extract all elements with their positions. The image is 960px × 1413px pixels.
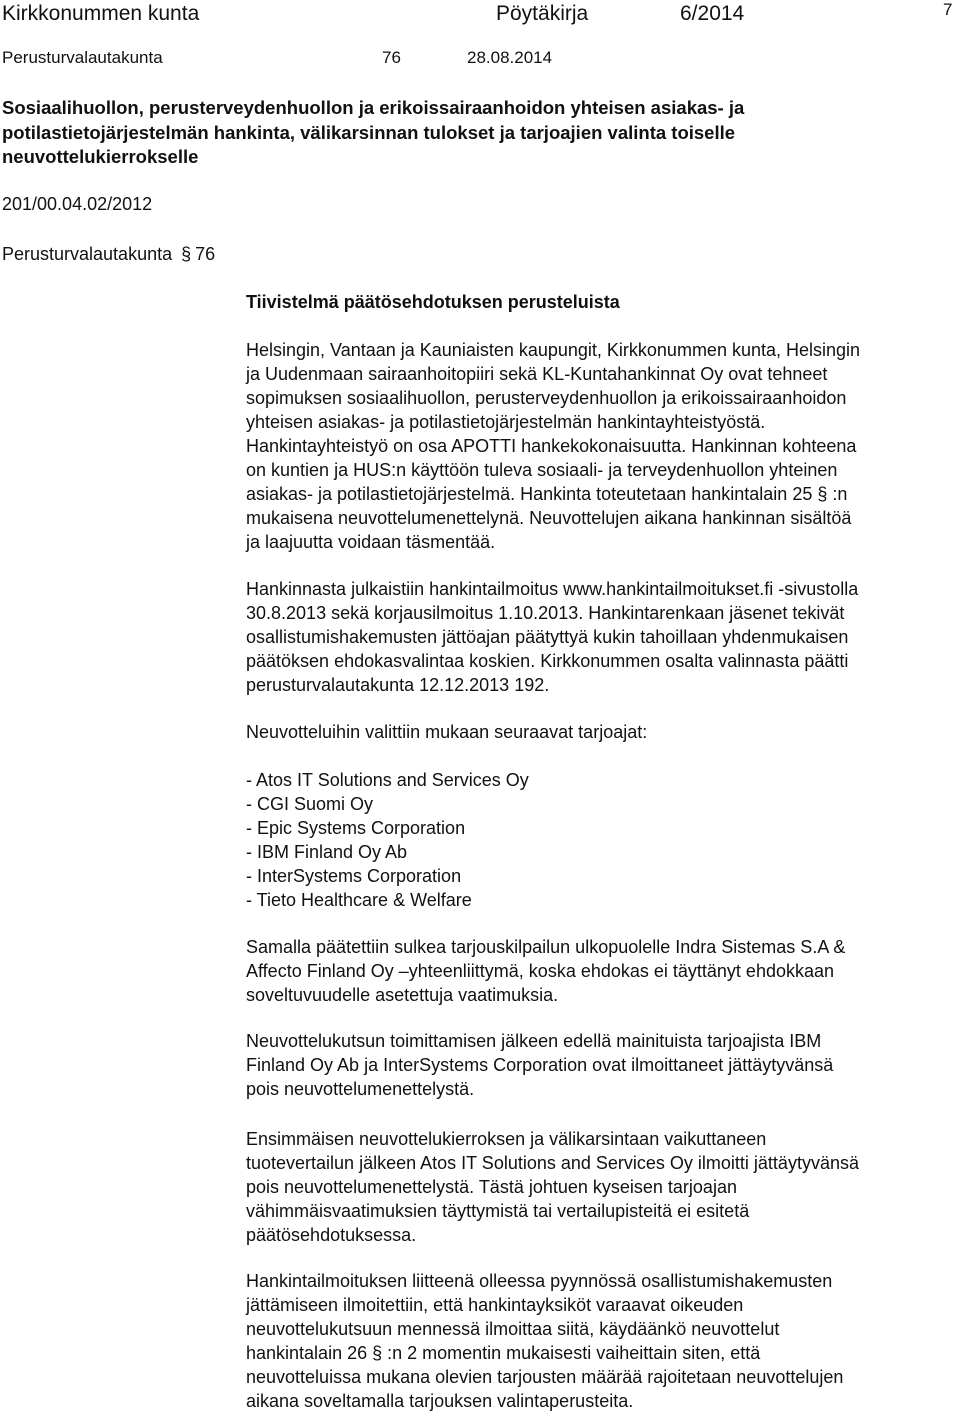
meeting-date: 28.08.2014 bbox=[467, 48, 553, 67]
list-item: - InterSystems Corporation bbox=[246, 866, 462, 886]
text-line: ja laajuutta voidaan täsmentää. bbox=[246, 532, 496, 552]
text-line: ja Uudenmaan sairaanhoitopiiri sekä KL-Kuntahankinnat Oy ovat tehneet bbox=[246, 364, 828, 384]
text-line: asiakas- ja potilastietojärjestelmä. Hankinta toteutetaan hankintalain 25 § :n bbox=[246, 484, 848, 504]
text-line: neuvotteluissa mukana olevien tarjousten määrää rajoitetaan neuvottelujen bbox=[246, 1367, 844, 1387]
section-number: 76 bbox=[382, 48, 401, 67]
text-line: Neuvotteluihin valittiin mukaan seuraavat tarjoajat: bbox=[246, 722, 648, 742]
text-line: Hankinnasta julkaistiin hankintailmoitus www.hankintailmoitukset.fi -sivustolla bbox=[246, 579, 859, 599]
text-line: pois neuvottelumenettelystä. bbox=[246, 1079, 475, 1099]
text-line: Affecto Finland Oy –yhteenliittymä, koska ehdokas ei täyttänyt ehdokkaan bbox=[246, 961, 835, 981]
text-line: tuotevertailun jälkeen Atos IT Solutions and Services Oy ilmoitti jättäytyvänsä bbox=[246, 1153, 859, 1173]
paragraph-first-round bbox=[246, 1127, 958, 1247]
text-line: sopimuksen sosiaalihuollon, perusterveydenhuollon ja erikoissairaanhoidon bbox=[246, 388, 847, 408]
text-line: on kuntien ja HUS:n käyttöön tuleva sosiaali- ja terveydenhuollon yhteinen bbox=[246, 460, 838, 480]
text-line: Ensimmäisen neuvottelukierroksen ja välikarsintaan vaikuttaneen bbox=[246, 1129, 767, 1149]
text-line: Hankintayhteistyö on osa APOTTI hankekokonaisuutta. Hankinnan kohteena bbox=[246, 436, 857, 456]
page-number: 7 bbox=[943, 0, 953, 19]
supplier-list bbox=[246, 768, 958, 912]
board-reference-number: 76 bbox=[195, 244, 216, 264]
list-item: - CGI Suomi Oy bbox=[246, 794, 374, 814]
list-item: - IBM Finland Oy Ab bbox=[246, 842, 408, 862]
text-line: päätösehdotuksessa. bbox=[246, 1225, 417, 1245]
summary-heading: Tiivistelmä päätösehdotuksen perusteluista bbox=[246, 292, 620, 312]
text-line: mukaisena neuvottelumenettelynä. Neuvottelujen aikana hankinnan sisältöä bbox=[246, 508, 852, 528]
reference-number: 201/00.04.02/2012 bbox=[2, 194, 153, 214]
board-reference bbox=[2, 242, 215, 266]
paragraph-exclusion bbox=[246, 935, 958, 1007]
document-title bbox=[2, 96, 952, 170]
text-line: Neuvottelukutsun toimittamisen jälkeen edellä mainituista tarjoajista IBM bbox=[246, 1031, 822, 1051]
text-line: jättämiseen ilmoitettiin, että hankintayksiköt varaavat oikeuden bbox=[246, 1295, 744, 1315]
text-line: neuvottelukutsuun mennessä ilmoittaa siitä, käydäänkö neuvottelut bbox=[246, 1319, 780, 1339]
text-line: Hankintailmoituksen liitteenä olleessa pyynnössä osallistumishakemusten bbox=[246, 1271, 833, 1291]
text-line: soveltuvuudelle asetettuja vaatimuksia. bbox=[246, 985, 559, 1005]
board-name: Perusturvalautakunta bbox=[2, 48, 163, 67]
title-line: neuvottelukierrokselle bbox=[2, 146, 199, 167]
text-line: Helsingin, Vantaan ja Kauniaisten kaupungit, Kirkkonummen kunta, Helsingin bbox=[246, 340, 861, 360]
text-line: pois neuvottelumenettelystä. Tästä johtuen kyseisen tarjoajan bbox=[246, 1177, 737, 1197]
text-line: perusturvalautakunta 12.12.2013 192. bbox=[246, 675, 550, 695]
title-line: potilastietojärjestelmän hankinta, välikarsinnan tulokset ja tarjoajien valinta toiselle bbox=[2, 121, 736, 143]
paragraph-selected-intro bbox=[246, 720, 958, 744]
paragraph-phased-negotiation bbox=[246, 1269, 958, 1413]
municipality-name: Kirkkonummen kunta bbox=[2, 2, 200, 25]
text-line: Samalla päätettiin sulkea tarjouskilpailun ulkopuolelle Indra Sistemas S.A & bbox=[246, 937, 846, 957]
text-line: 30.8.2013 sekä korjausilmoitus 1.10.2013. Hankintarenkaan jäsenet tekivät bbox=[246, 603, 845, 623]
title-line: Sosiaalihuollon, perusterveydenhuollon ja erikoissairaanhoidon yhteisen asiakas- ja bbox=[2, 97, 745, 118]
text-line: Finland Oy Ab ja InterSystems Corporation ovat ilmoittaneet jättäytyvänsä bbox=[246, 1055, 834, 1075]
text-line: yhteisen asiakas- ja potilastietojärjestelmän hankintayhteistyöstä. bbox=[246, 412, 766, 432]
list-item: - Tieto Healthcare & Welfare bbox=[246, 890, 472, 910]
list-item: - Epic Systems Corporation bbox=[246, 818, 466, 838]
text-line: aikana soveltamalla tarjouksen valintaperusteita. bbox=[246, 1391, 634, 1411]
board-reference-name: Perusturvalautakunta bbox=[2, 244, 173, 264]
text-line: hankintalain 26 § :n 2 momentin mukaisesti vaiheittain siten, että bbox=[246, 1343, 761, 1363]
section-sign-icon: § bbox=[181, 244, 192, 264]
paragraph-announcement bbox=[246, 577, 958, 697]
document-type: Pöytäkirja bbox=[496, 2, 589, 25]
text-line: osallistumishakemusten jättöajan päätyttyä kukin tahoillaan yhdenmukaisen bbox=[246, 627, 849, 647]
list-item: - Atos IT Solutions and Services Oy bbox=[246, 770, 529, 790]
paragraph-withdrawals bbox=[246, 1029, 958, 1101]
paragraph-procurement-cooperation bbox=[246, 338, 958, 554]
document-number: 6/2014 bbox=[680, 2, 745, 25]
text-line: päätöksen ehdokasvalintaa koskien. Kirkkonummen osalta valinnasta päätti bbox=[246, 651, 849, 671]
text-line: vähimmäisvaatimuksien täyttymistä tai vertailupisteitä ei esitetä bbox=[246, 1201, 750, 1221]
